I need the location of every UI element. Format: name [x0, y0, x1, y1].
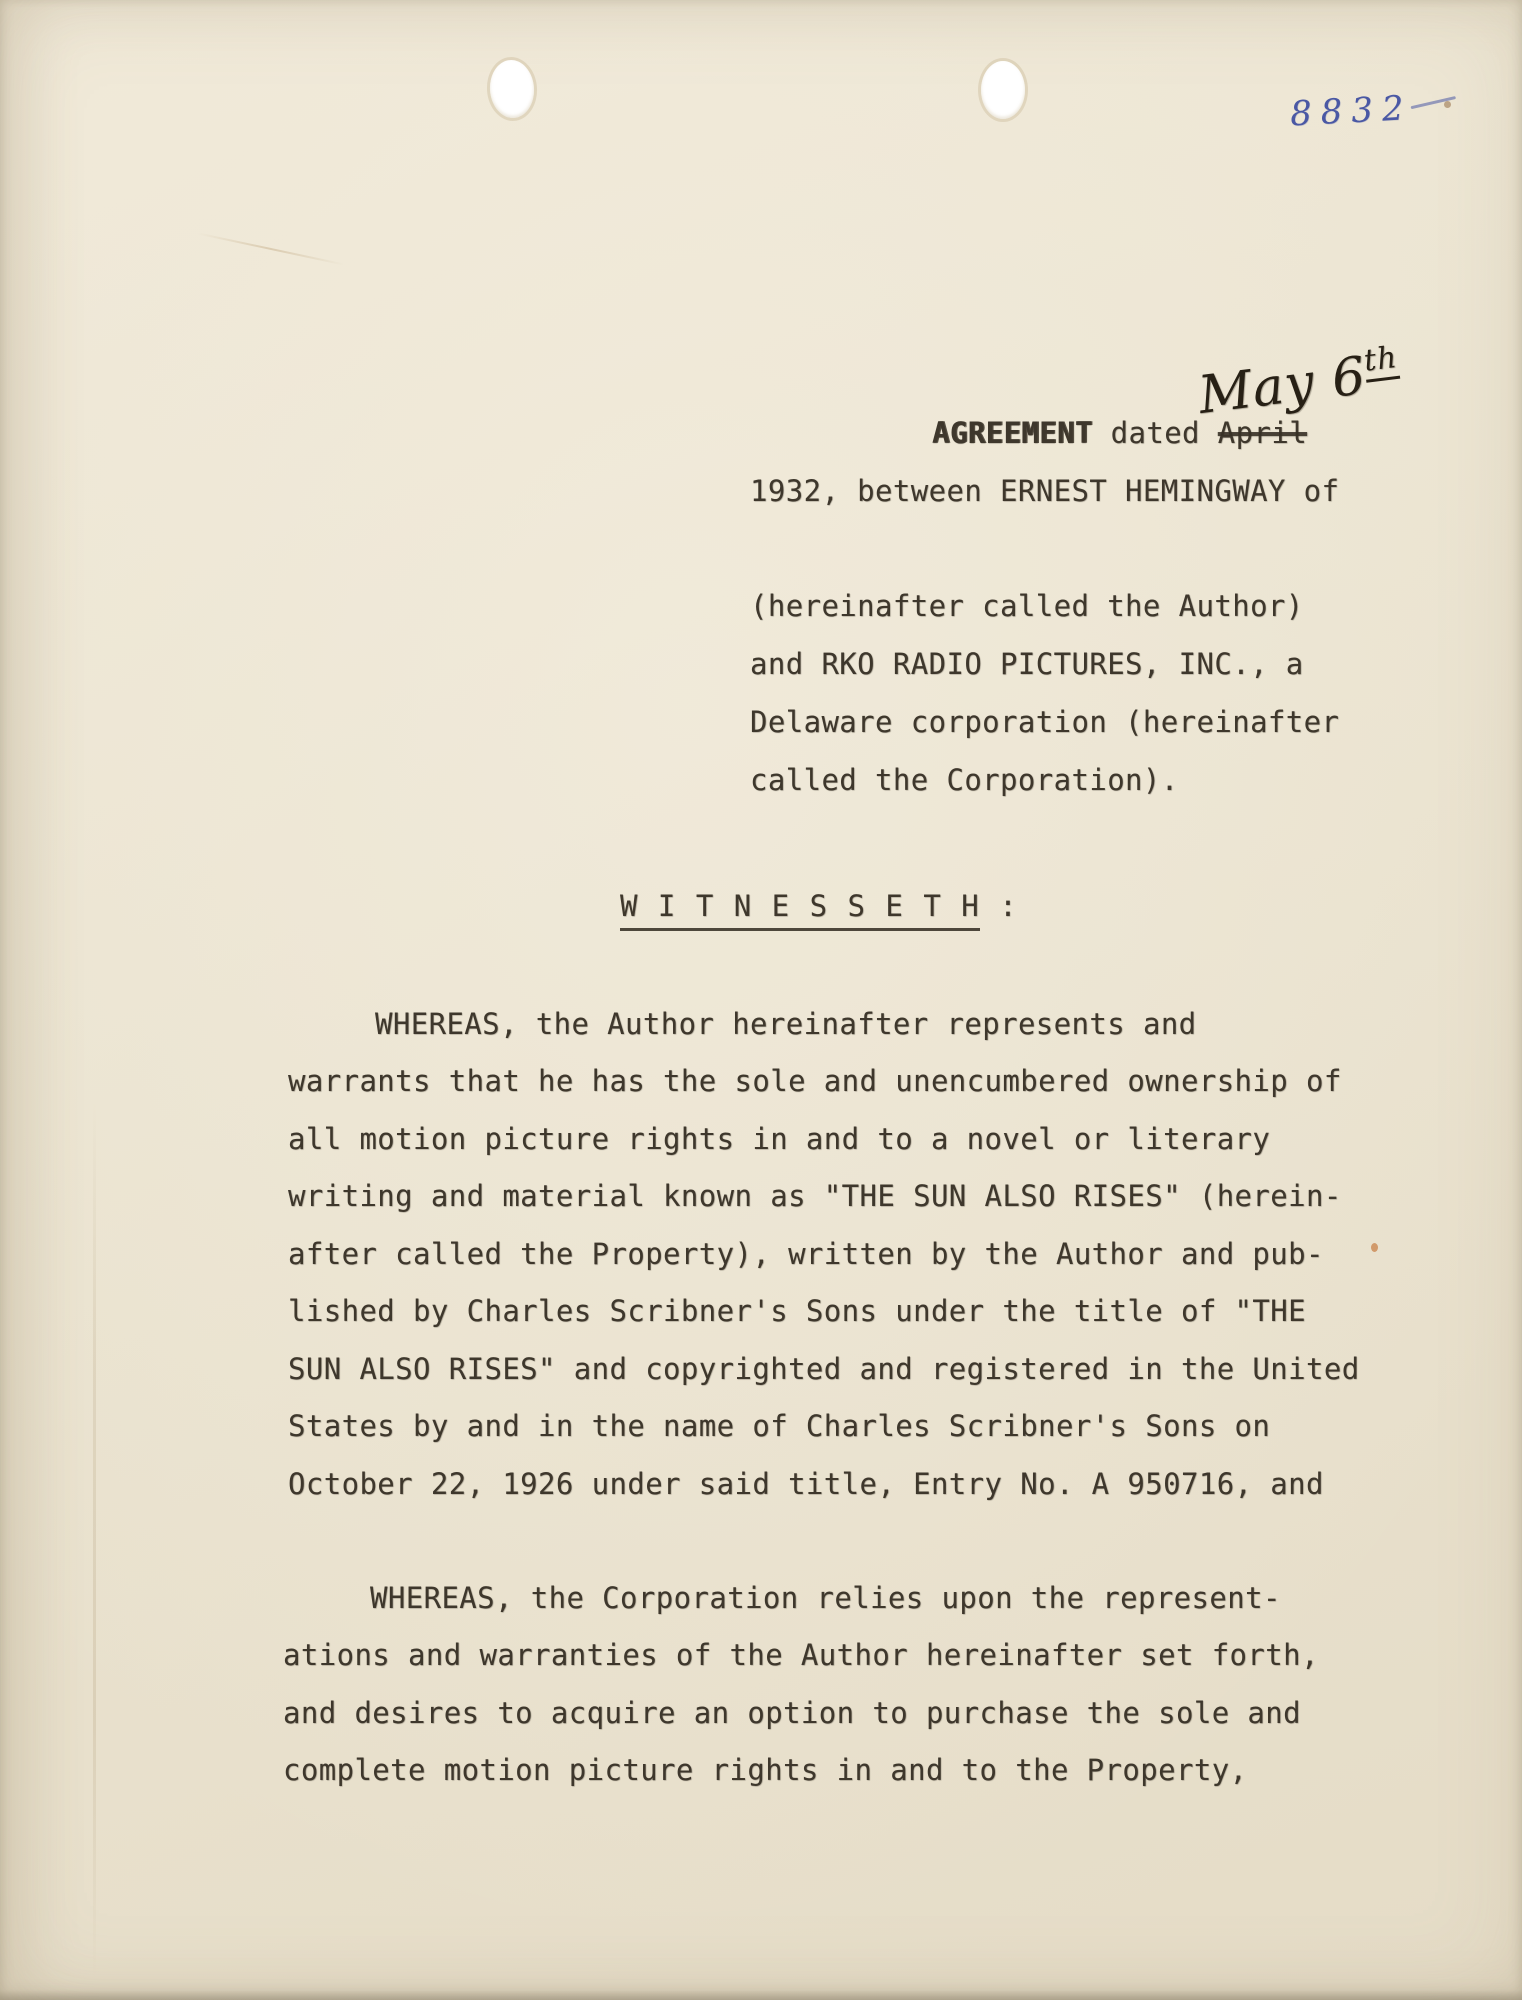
text-line: lished by Charles Scribner's Sons under the title of "THE	[288, 1294, 1306, 1329]
text-line: called the Corporation).	[750, 763, 1179, 797]
handwritten-date-main: May 6	[1195, 345, 1370, 427]
text-line: (hereinafter called the Author)	[750, 589, 1304, 623]
text-line: and desires to acquire an option to purchase the sole and	[283, 1695, 1301, 1730]
text-line: and RKO RADIO PICTURES, INC., a	[750, 647, 1304, 681]
witnesseth-colon: :	[980, 889, 1019, 923]
dated-text: dated	[1092, 416, 1218, 450]
handwritten-catalog-number: 8832	[1289, 86, 1459, 135]
text-line: WHEREAS, the Author hereinafter represents and	[375, 1006, 1197, 1041]
text-line: SUN ALSO RISES" and copyrighted and registered in the United	[288, 1351, 1360, 1386]
witnesseth-heading	[620, 889, 1018, 923]
paper-crease-left	[93, 1100, 96, 1980]
opening-parties-line: 1932, between ERNEST HEMINGWAY of	[750, 474, 1340, 508]
punch-hole-left-icon	[488, 59, 536, 120]
whereas-paragraph-2	[283, 1569, 1319, 1799]
text-line: WHEREAS, the Corporation relies upon the represent-	[370, 1580, 1281, 1615]
struck-out-month: April	[1217, 416, 1308, 450]
text-line: complete motion picture rights in and to the Property,	[283, 1753, 1248, 1788]
text-line: ations and warranties of the Author hereinafter set forth,	[283, 1638, 1319, 1673]
paper-crease-top-left	[197, 232, 344, 265]
agreement-date-line	[932, 416, 1307, 450]
whereas-paragraph-1	[288, 995, 1360, 1513]
text-line: after called the Property), written by the Author and pub-	[288, 1236, 1324, 1271]
text-line: all motion picture rights in and to a novel or literary	[288, 1121, 1271, 1156]
recital-block	[750, 577, 1339, 809]
text-line: October 22, 1926 under said title, Entry No. A 950716, and	[288, 1466, 1324, 1501]
text-line: writing and material known as "THE SUN ALSO RISES" (herein-	[288, 1179, 1342, 1214]
paper-speck-right-margin	[1371, 1243, 1378, 1252]
handwritten-date-correction	[1195, 340, 1403, 426]
paper-speck-top-right	[1444, 101, 1451, 108]
text-line: States by and in the name of Charles Scribner's Sons on	[288, 1409, 1271, 1444]
text-line: Delaware corporation (hereinafter	[750, 705, 1340, 739]
handwritten-date-ordinal: th	[1362, 340, 1400, 383]
scan-bottom-edge-shadow	[0, 1990, 1522, 2000]
witnesseth-letters: W I T N E S S E T H	[620, 889, 980, 931]
text-line: warrants that he has the sole and unencumbered ownership of	[288, 1064, 1342, 1099]
punch-hole-right-icon	[981, 61, 1025, 119]
agreement-word: AGREEMENT	[932, 416, 1093, 450]
